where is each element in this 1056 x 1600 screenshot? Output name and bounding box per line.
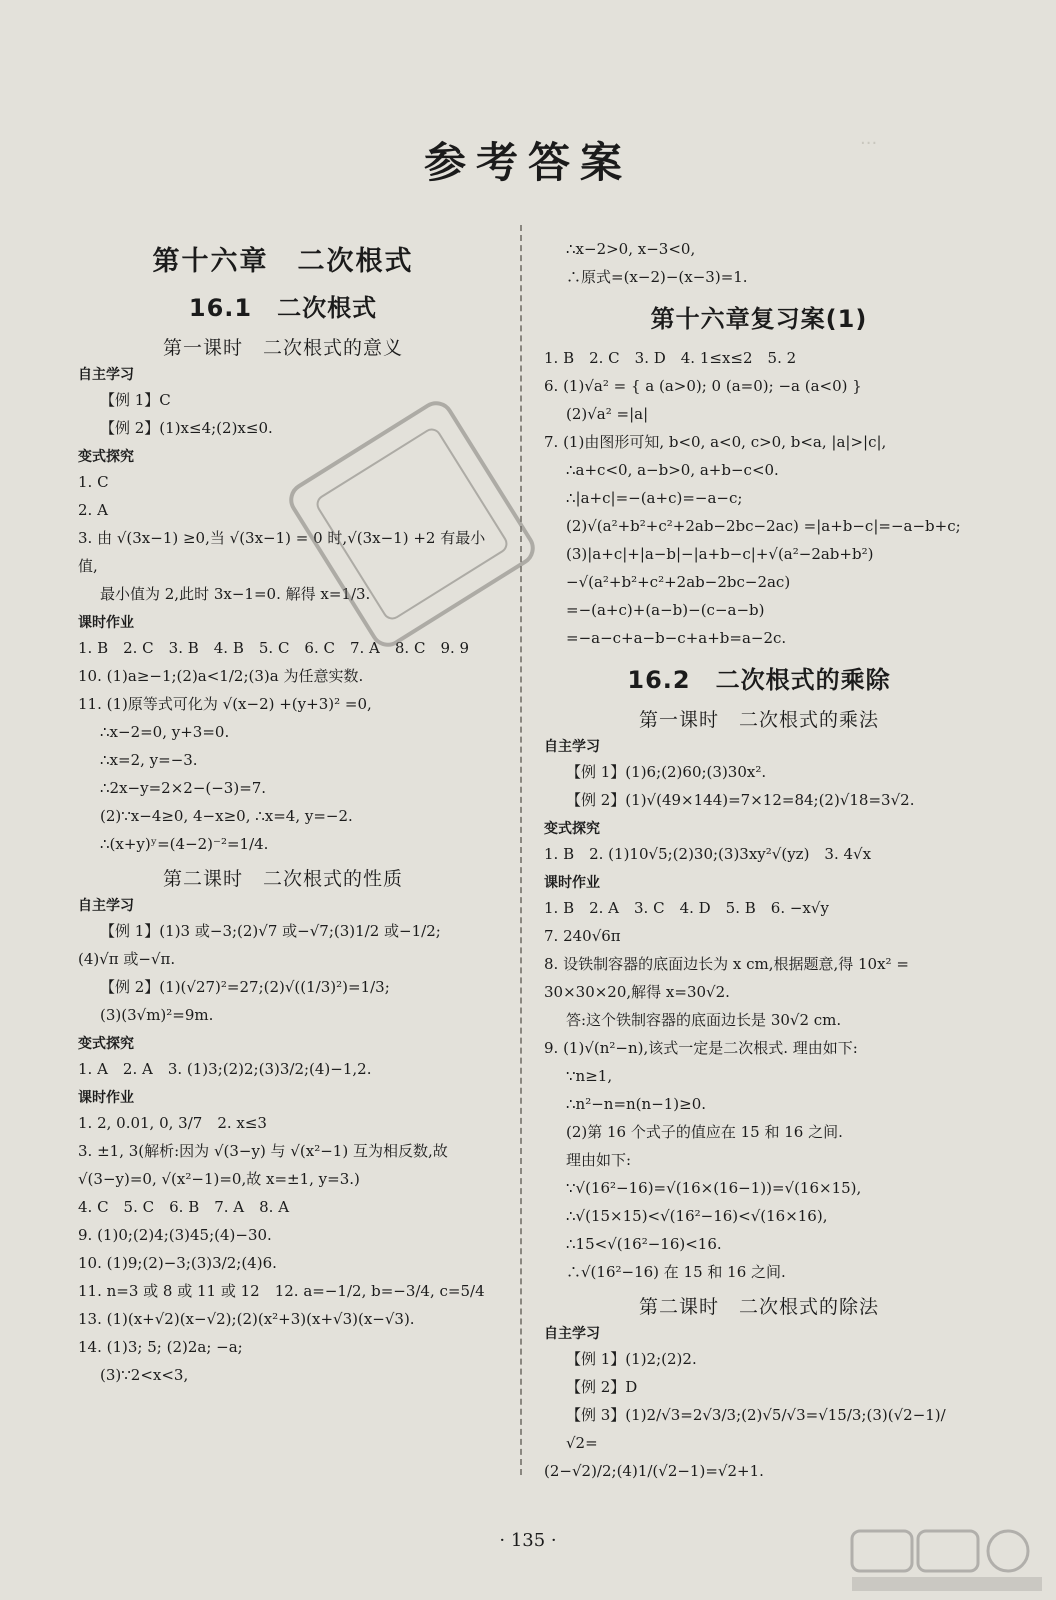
answer-line: 4. C 5. C 6. B 7. A 8. A bbox=[78, 1198, 290, 1216]
section-heading: 16.1 二次根式 bbox=[188, 294, 378, 322]
answer-line: 1. A 2. A 3. (1)3;(2)2;(3)3/2;(4)−1,2. bbox=[78, 1060, 372, 1078]
review-heading: 第十六章复习案(1) bbox=[650, 305, 868, 333]
subsection-label: 变式探究 bbox=[78, 449, 134, 465]
answer-line: ∴√(15×15)<√(16²−16)<√(16×16), bbox=[566, 1207, 828, 1225]
answer-line: 1. B 2. C 3. B 4. B 5. C 6. C 7. A 8. C 9. 9 bbox=[78, 639, 470, 657]
right-column bbox=[544, 235, 974, 1485]
answer-line: 7. (1)由图形可知, b<0, a<0, c>0, b<a, |a|>|c|, bbox=[544, 433, 887, 451]
subsection-label: 变式探究 bbox=[544, 821, 600, 837]
answer-line: 10. (1)a≥−1;(2)a<1/2;(3)a 为任意实数. bbox=[78, 667, 364, 685]
answer-line: (2)∵x−4≥0, 4−x≥0, ∴x=4, y=−2. bbox=[100, 807, 353, 825]
answer-line: 【例 1】(1)2;(2)2. bbox=[566, 1350, 697, 1368]
answer-line: ∵n≥1, bbox=[566, 1067, 613, 1085]
answer-line: 【例 2】(1)√(49×144)=7×12=84;(2)√18=3√2. bbox=[566, 791, 915, 809]
subsection-label: 自主学习 bbox=[78, 367, 134, 383]
answer-line: (2)√(a²+b²+c²+2ab−2bc−2ac) =|a+b−c|=−a−b+c; bbox=[566, 517, 961, 535]
answer-line: 1. B 2. (1)10√5;(2)30;(3)3xy²√(yz) 3. 4√x bbox=[544, 845, 872, 863]
answer-line: 【例 1】(1)6;(2)60;(3)30x². bbox=[566, 763, 767, 781]
answer-line: ∴|a+c|=−(a+c)=−a−c; bbox=[566, 489, 743, 507]
answer-line: 答:这个铁制容器的底面边长是 30√2 cm. bbox=[566, 1011, 842, 1029]
answer-line: ∴√(16²−16) 在 15 和 16 之间. bbox=[566, 1263, 786, 1281]
lesson-heading: 第一课时 二次根式的乘法 bbox=[638, 709, 879, 731]
answer-line: 【例 1】(1)3 或−3;(2)√7 或−√7;(3)1/2 或−1/2; bbox=[100, 922, 441, 940]
answer-line: ∴a+c<0, a−b>0, a+b−c<0. bbox=[566, 461, 779, 479]
answer-line: (3)∵2<x<3, bbox=[100, 1366, 189, 1384]
answer-line: 1. 2, 0.01, 0, 3/7 2. x≤3 bbox=[78, 1114, 267, 1132]
answer-line: ∴x−2=0, y+3=0. bbox=[100, 723, 230, 741]
answer-line: (2)第 16 个式子的值应在 15 和 16 之间. bbox=[566, 1123, 843, 1141]
subsection-label: 自主学习 bbox=[544, 739, 600, 755]
answer-line: (2)√a² =|a| bbox=[566, 405, 649, 423]
answer-line: 9. (1)0;(2)4;(3)45;(4)−30. bbox=[78, 1226, 272, 1244]
subsection-label: 课时作业 bbox=[78, 615, 134, 631]
answer-line: 14. (1)3; 5; (2)2a; −a; bbox=[78, 1338, 243, 1356]
column-divider bbox=[520, 225, 522, 1475]
answer-line: 1. B 2. A 3. C 4. D 5. B 6. −x√y bbox=[544, 899, 829, 917]
lesson-heading: 第二课时 二次根式的除法 bbox=[638, 1296, 879, 1318]
answer-line: ∴15<√(16²−16)<16. bbox=[566, 1235, 722, 1253]
answer-line: 【例 2】D bbox=[566, 1378, 638, 1396]
answer-line: 11. n=3 或 8 或 11 或 12 12. a=−1/2, b=−3/4, c=5/4 bbox=[78, 1282, 485, 1300]
answer-line: 9. (1)√(n²−n),该式一定是二次根式. 理由如下: bbox=[544, 1039, 858, 1057]
answer-line: 2. A bbox=[78, 501, 108, 519]
answer-line: ∴原式=(x−2)−(x−3)=1. bbox=[566, 268, 748, 286]
subsection-label: 自主学习 bbox=[544, 1326, 600, 1342]
answer-line: (4)√π 或−√π. bbox=[78, 950, 176, 968]
answer-line: (3)|a+c|+|a−b|−|a+b−c|+√(a²−2ab+b²) −√(a²+b²+c²+2ab−2bc−2ac) bbox=[566, 545, 879, 591]
lesson-heading: 第二课时 二次根式的性质 bbox=[162, 868, 403, 890]
answer-line: =−(a+c)+(a−b)−(c−a−b) bbox=[566, 601, 765, 619]
answer-line: 7. 240√6π bbox=[544, 927, 621, 945]
subsection-label: 变式探究 bbox=[78, 1036, 134, 1052]
answer-line: ∴n²−n=n(n−1)≥0. bbox=[566, 1095, 707, 1113]
bleed-through-text: ... bbox=[860, 128, 878, 149]
page-number: · 135 · bbox=[499, 1530, 557, 1551]
answer-line: ∴x=2, y=−3. bbox=[100, 751, 198, 769]
answer-line: 【例 3】(1)2/√3=2√3/3;(2)√5/√3=√15/3;(3)(√2−1)/√2= bbox=[566, 1406, 946, 1452]
answer-line: 【例 1】C bbox=[100, 391, 171, 409]
chapter-heading: 第十六章 二次根式 bbox=[152, 246, 414, 277]
answer-line: 11. (1)原等式可化为 √(x−2) +(y+3)² =0, bbox=[78, 695, 372, 713]
answer-line: =−a−c+a−b−c+a+b=a−2c. bbox=[566, 629, 787, 647]
answer-line: 13. (1)(x+√2)(x−√2);(2)(x²+3)(x+√3)(x−√3). bbox=[78, 1310, 415, 1328]
answer-line: 6. (1)√a² = { a (a>0); 0 (a=0); −a (a<0) } bbox=[544, 377, 862, 395]
answer-line: ∴(x+y)ʸ=(4−2)⁻²=1/4. bbox=[100, 835, 269, 853]
answer-line: 10. (1)9;(2)−3;(3)3/2;(4)6. bbox=[78, 1254, 277, 1272]
answer-line: 【例 2】(1)(√27)²=27;(2)√((1/3)²)=1/3; bbox=[100, 978, 390, 996]
answer-line: 理由如下: bbox=[566, 1151, 632, 1169]
answer-line: 最小值为 2,此时 3x−1=0. 解得 x=1/3. bbox=[100, 585, 371, 603]
answer-line: ∵√(16²−16)=√(16×(16−1))=√(16×15), bbox=[566, 1179, 862, 1197]
answer-line: 8. 设铁制容器的底面边长为 x cm,根据题意,得 10x² = 30×30×20,解得 x=30√2. bbox=[544, 955, 914, 1001]
answer-line: ∴2x−y=2×2−(−3)=7. bbox=[100, 779, 267, 797]
answer-line: 3. ±1, 3(解析:因为 √(3−y) 与 √(x²−1) 互为相反数,故 √(3−y)=0, √(x²−1)=0,故 x=±1, y=3.) bbox=[78, 1142, 453, 1188]
subsection-label: 自主学习 bbox=[78, 898, 134, 914]
subsection-label: 课时作业 bbox=[78, 1090, 134, 1106]
watermark-logo bbox=[848, 1525, 1048, 1595]
subsection-label: 课时作业 bbox=[544, 875, 600, 891]
answer-line: 3. 由 √(3x−1) ≥0,当 √(3x−1) = 0 时,√(3x−1) +2 有最小值, bbox=[78, 529, 486, 575]
section-heading: 16.2 二次根式的乘除 bbox=[627, 666, 891, 694]
answer-line: 【例 2】(1)x≤4;(2)x≤0. bbox=[100, 419, 273, 437]
answer-line: (3)(3√m)²=9m. bbox=[100, 1006, 214, 1024]
lesson-heading: 第一课时 二次根式的意义 bbox=[162, 337, 403, 359]
answer-line: (2−√2)/2;(4)1/(√2−1)=√2+1. bbox=[544, 1462, 764, 1480]
answer-line: 1. C bbox=[78, 473, 109, 491]
answer-line: 1. B 2. C 3. D 4. 1≤x≤2 5. 2 bbox=[544, 349, 797, 367]
page-title: 参考答案 bbox=[423, 138, 632, 187]
answer-line: ∴x−2>0, x−3<0, bbox=[566, 240, 696, 258]
